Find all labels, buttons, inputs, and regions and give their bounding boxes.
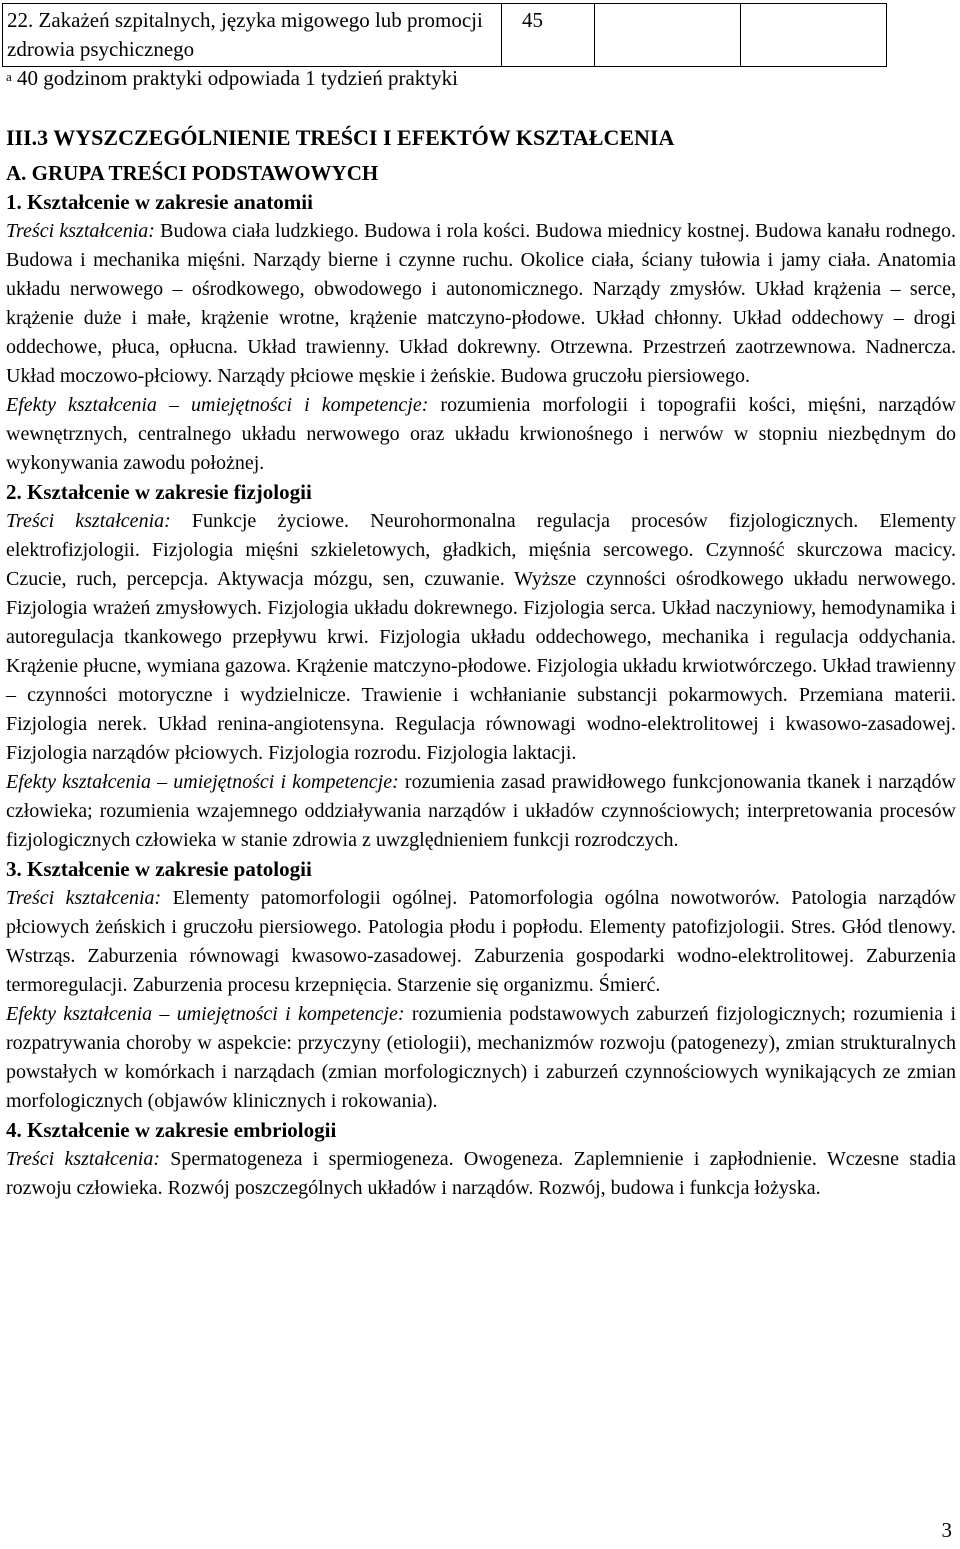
subject-heading: 2. Kształcenie w zakresie fizjologii	[6, 480, 312, 504]
content-text: Spermatogeneza i spermiogeneza. Owogeneza. Zaplemnienie i zapłodnienie. Wczesne stadia rozwoju człowieka. Rozwój poszczególnych układów i narządów. Rozwój, budowa i funkcja łożyska.	[6, 1148, 956, 1199]
effects-text: rozumienia morfologii i topografii kości, mięśni, narządów wewnętrznych, centralnego układu nerwowego oraz układu krwionośnego i nerwów w stopniu niezbędnym do wykonywania zawodu położnej.	[6, 394, 956, 474]
effects-label: Efekty kształcenia – umiejętności i kompetencje:	[6, 394, 429, 416]
section-title: III.3 WYSZCZEGÓLNIENIE TREŚCI I EFEKTÓW KSZTAŁCENIA	[6, 125, 675, 150]
content-paragraph	[6, 884, 956, 1000]
effects-paragraph	[6, 1000, 956, 1116]
effects-paragraph	[6, 768, 956, 855]
table-row	[3, 4, 887, 67]
table-cell-subject: 22. Zakażeń szpitalnych, języka migowego lub promocji zdrowia psychicznego	[3, 4, 502, 67]
content-label: Treści kształcenia:	[6, 887, 162, 909]
content-paragraph	[6, 217, 956, 391]
subject-heading: 3. Kształcenie w zakresie patologii	[6, 857, 312, 881]
content-paragraph	[6, 1145, 956, 1203]
content-label: Treści kształcenia:	[6, 1148, 160, 1170]
content-text: Funkcje życiowe. Neurohormonalna regulacja procesów fizjologicznych. Elementy elektrofizjologii. Fizjologia mięśni szkieletowych, gładkich, mięśnia sercowego. Czynność skurczowa macicy. Czucie, ruch, percepcja. Aktywacja mózgu, sen, czuwanie. Wyższe czynności ośrodkowego układu nerwowego. Fizjologia wrażeń zmysłowych. Fizjologia układu dokrewnego. Fizjologia serca. Układ naczyniowy, hemodynamika i autoregulacja tkankowego przepływu krwi. Fizjologia układu oddechowego, mechanika i regulacja oddychania. Krążenie płucne, wymiana gazowa. Krążenie matczyno-płodowe. Fizjologia układu krwiotwórczego. Układ trawienny – czynności motoryczne i wydzielnicze. Trawienie i wchłanianie substancji pokarmowych. Przemiana materii. Fizjologia nerek. Układ renina-angiotensyna. Regulacja równowagi wodno-elektrolitowej i kwasowo-zasadowej. Fizjologia narządów płciowych. Fizjologia rozrodu. Fizjologia laktacji.	[6, 510, 956, 764]
hours-table	[2, 3, 887, 67]
table-cell-empty	[741, 4, 887, 67]
content-text: Budowa ciała ludzkiego. Budowa i rola kości. Budowa miednicy kostnej. Budowa kanału rodnego. Budowa i mechanika mięśni. Narządy bierne i czynne ruchu. Okolice ciała, ściany tułowia i jamy ciała. Anatomia układu nerwowego – ośrodkowego, obwodowego i autonomicznego. Narządy zmysłów. Układ krążenia – serce, krążenie duże i małe, krążenie wrotne, krążenie matczyno-płodowe. Układ chłonny. Układ oddechowy – drogi oddechowe, płuca, opłucna. Układ trawienny. Układ dokrewny. Otrzewna. Przestrzeń zaotrzewnowa. Nadnercza. Układ moczowo-płciowy. Narządy płciowe męskie i żeńskie. Budowa gruczołu piersiowego.	[6, 220, 956, 387]
content-label: Treści kształcenia:	[6, 220, 155, 242]
subject-heading: 1. Kształcenie w zakresie anatomii	[6, 190, 313, 214]
subject-heading: 4. Kształcenie w zakresie embriologii	[6, 1118, 337, 1142]
effects-paragraph	[6, 391, 956, 478]
content-paragraph	[6, 507, 956, 768]
footnote	[6, 64, 458, 93]
content-text: Elementy patomorfologii ogólnej. Patomorfologia ogólna nowotworów. Patologia narządów płciowych żeńskich i gruczołu piersiowego. Patologia płodu i popłodu. Elementy patofizjologii. Stres. Głód tlenowy. Wstrząs. Zaburzenia równowagi kwasowo-zasadowej. Zaburzenia gospodarki wodno-elektrolitowej. Zaburzenia termoregulacji. Zaburzenia procesu krzepnięcia. Starzenie się organizmu. Śmierć.	[6, 887, 957, 996]
group-title: A. GRUPA TREŚCI PODSTAWOWYCH	[6, 161, 379, 185]
effects-text: rozumienia podstawowych zaburzeń fizjologicznych; rozumienia i rozpatrywania choroby w aspekcie: przyczyny (etiologii), mechanizmów rozwoju (patogenezy), zmian strukturalnych powstałych w komórkach i narządach (zmian morfologicznych) i zaburzeń czynnościowych wynikających ze zmian morfologicznych (objawów klinicznych i rokowania).	[6, 1003, 956, 1112]
table-cell-hours: 45	[502, 4, 595, 67]
footnote-marker: a	[6, 69, 12, 84]
footnote-text: 40 godzinom praktyki odpowiada 1 tydzień praktyki	[11, 66, 458, 90]
effects-label: Efekty kształcenia – umiejętności i kompetencje:	[6, 1003, 405, 1025]
document-body	[6, 119, 956, 1203]
content-label: Treści kształcenia:	[6, 510, 171, 532]
effects-text: rozumienia zasad prawidłowego funkcjonowania tkanek i narządów człowieka; rozumienia wzajemnego oddziaływania narządów i układów czynnościowych; interpretowania procesów fizjologicznych człowieka w stanie zdrowia z uwzględnieniem funkcji rozrodczych.	[6, 771, 956, 851]
table-cell-empty	[595, 4, 741, 67]
effects-label: Efekty kształcenia – umiejętności i kompetencje:	[6, 771, 399, 793]
page-number: 3	[941, 1518, 952, 1542]
